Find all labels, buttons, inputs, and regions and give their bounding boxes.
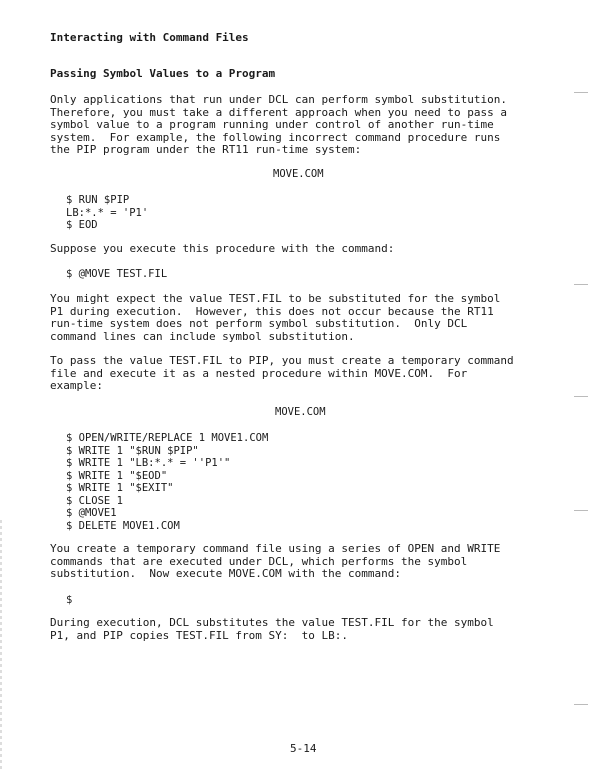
paragraph-intro: Only applications that run under DCL can perform symbol substitution. Therefore, you must take a different approach when you need to pass a symbol value to a program running under control of another run-time system. For example, the following incorrect command procedure runs the PIP program under the RT11 run-time system:: [50, 93, 507, 157]
scan-edge-artifact: [0, 520, 2, 770]
command-example-2: $: [66, 594, 73, 606]
paragraph-temporary-file: You create a temporary command file using a series of OPEN and WRITE commands that are executed under DCL, which performs the symbol substitution. Now execute MOVE.COM with the command:: [50, 542, 501, 581]
section-heading: Passing Symbol Values to a Program: [50, 67, 276, 80]
margin-mark: [574, 92, 588, 93]
command-example-1: $ @MOVE TEST.FIL: [66, 268, 168, 280]
paragraph-solution: To pass the value TEST.FIL to PIP, you must create a temporary command file and execute it as a nested procedure within MOVE.COM. For example:: [50, 354, 514, 393]
margin-mark: [574, 284, 588, 285]
paragraph-expectation: You might expect the value TEST.FIL to be substituted for the symbol P1 during execution. However, this does not occur because the RT11 run-time system does not perform symbol substitution. Only DCL command lines can include symbol substitution.: [50, 292, 501, 343]
example-caption-2: MOVE.COM: [275, 406, 326, 418]
code-example-2: $ OPEN/WRITE/REPLACE 1 MOVE1.COM $ WRITE 1 "$RUN $PIP" $ WRITE 1 "LB:*.* = ''P1'" $ WRITE 1 "$EOD" $ WRITE 1 "$EXIT" $ CLOSE 1 $ @MOVE1 $ DELETE MOVE1.COM: [66, 432, 269, 532]
margin-mark: [574, 704, 588, 705]
margin-mark: [574, 510, 588, 511]
code-example-1: $ RUN $PIP LB:*.* = 'P1' $ EOD: [66, 194, 149, 231]
paragraph-suppose: Suppose you execute this procedure with the command:: [50, 242, 395, 255]
page-header: Interacting with Command Files: [50, 31, 249, 44]
page-number: 5-14: [290, 742, 317, 755]
paragraph-execution: During execution, DCL substitutes the value TEST.FIL for the symbol P1, and PIP copies TEST.FIL from SY: to LB:.: [50, 616, 494, 642]
example-caption-1: MOVE.COM: [273, 168, 324, 180]
margin-mark: [574, 396, 588, 397]
